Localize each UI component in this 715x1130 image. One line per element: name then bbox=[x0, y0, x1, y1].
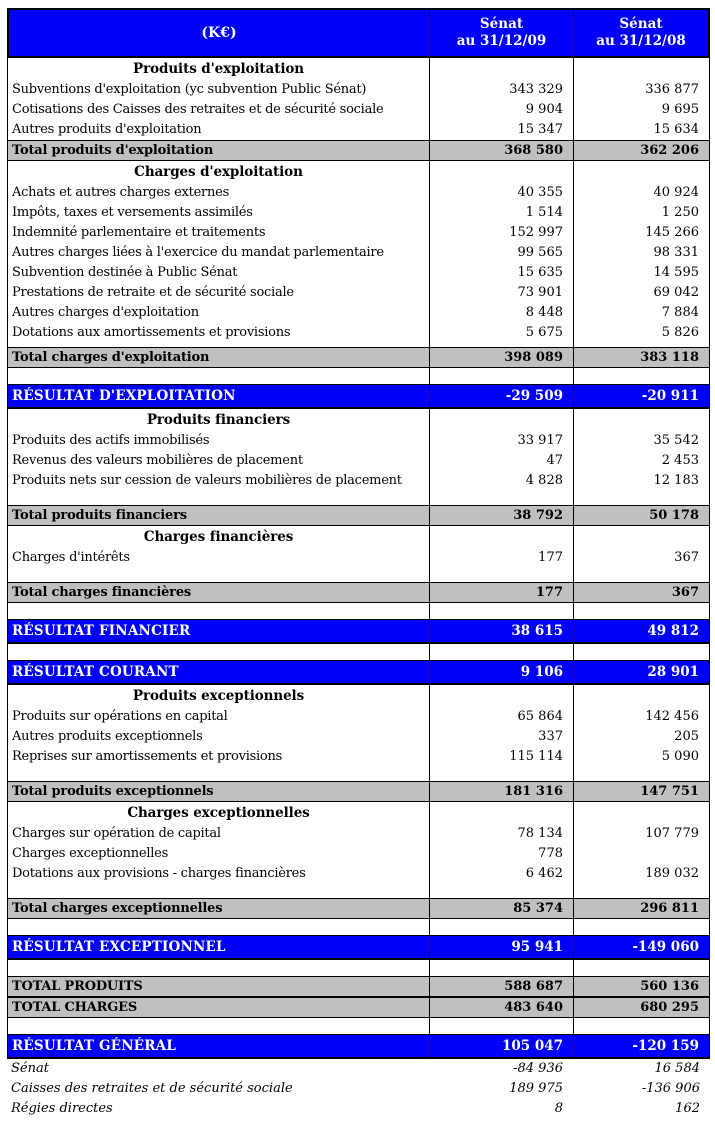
row-label bbox=[7, 491, 429, 505]
value-2008 bbox=[573, 161, 710, 183]
value-2008: 145 266 bbox=[573, 223, 710, 243]
data-row bbox=[7, 80, 710, 100]
value-2009 bbox=[429, 568, 573, 582]
value-2009: 337 bbox=[429, 727, 573, 747]
row-label: Produits financiers bbox=[7, 409, 429, 431]
row-label bbox=[7, 343, 429, 347]
value-2009 bbox=[429, 685, 573, 707]
data-row bbox=[7, 727, 710, 747]
value-2008: 383 118 bbox=[573, 348, 710, 367]
value-2008 bbox=[573, 603, 710, 619]
value-2008 bbox=[573, 409, 710, 431]
value-2008: 7 884 bbox=[573, 303, 710, 323]
value-2009 bbox=[429, 919, 573, 935]
footer-label: Sénat bbox=[11, 1061, 49, 1076]
value-2009: 398 089 bbox=[429, 348, 573, 367]
footer-value-2008: 162 bbox=[675, 1101, 700, 1116]
value-2009: 8 448 bbox=[429, 303, 573, 323]
spacer-row bbox=[7, 368, 710, 384]
value-2008: 189 032 bbox=[573, 864, 710, 884]
value-2009 bbox=[429, 802, 573, 824]
value-2009: 38 792 bbox=[429, 506, 573, 525]
result-row bbox=[7, 935, 710, 960]
value-2008: 69 042 bbox=[573, 283, 710, 303]
value-2009 bbox=[429, 368, 573, 384]
data-row bbox=[7, 451, 710, 471]
row-label: Impôts, taxes et versements assimilés bbox=[7, 203, 429, 223]
spacer-row bbox=[7, 767, 710, 781]
footer-row bbox=[7, 1079, 710, 1099]
value-2009: 105 047 bbox=[429, 1035, 573, 1057]
column-header-2009 bbox=[429, 10, 573, 56]
value-2009 bbox=[429, 526, 573, 548]
row-label: Achats et autres charges externes bbox=[7, 183, 429, 203]
value-2009 bbox=[429, 884, 573, 898]
value-2008: 2 453 bbox=[573, 451, 710, 471]
total-row bbox=[7, 505, 710, 526]
value-2008: 49 812 bbox=[573, 620, 710, 642]
value-2008: 560 136 bbox=[573, 977, 710, 996]
value-2009: 588 687 bbox=[429, 977, 573, 996]
value-2008: 142 456 bbox=[573, 707, 710, 727]
value-2009: 9 106 bbox=[429, 661, 573, 683]
row-label: RÉSULTAT GÉNÉRAL bbox=[7, 1035, 429, 1057]
total-row bbox=[7, 898, 710, 919]
value-2009 bbox=[429, 491, 573, 505]
row-label bbox=[7, 960, 429, 976]
value-2008: 12 183 bbox=[573, 471, 710, 491]
row-label: Subvention destinée à Public Sénat bbox=[7, 263, 429, 283]
footer-row bbox=[7, 1059, 710, 1079]
value-2008 bbox=[573, 767, 710, 781]
value-2008: 5 826 bbox=[573, 323, 710, 343]
data-row bbox=[7, 120, 710, 140]
value-2008 bbox=[573, 844, 710, 864]
total-row bbox=[7, 140, 710, 161]
column-header-unit: (K€) bbox=[7, 10, 429, 56]
value-2009 bbox=[429, 767, 573, 781]
row-label: RÉSULTAT D'EXPLOITATION bbox=[7, 385, 429, 407]
row-label bbox=[7, 884, 429, 898]
value-2009: 40 355 bbox=[429, 183, 573, 203]
data-row bbox=[7, 431, 710, 451]
value-2009: 181 316 bbox=[429, 782, 573, 801]
row-label bbox=[7, 1018, 429, 1034]
result-row bbox=[7, 660, 710, 685]
row-label: Produits d'exploitation bbox=[7, 58, 429, 80]
value-2009: 15 635 bbox=[429, 263, 573, 283]
value-2009: 65 864 bbox=[429, 707, 573, 727]
value-2008 bbox=[573, 919, 710, 935]
column-header-2008-line2: au 31/12/08 bbox=[596, 33, 686, 49]
row-label: Autres produits exceptionnels bbox=[7, 727, 429, 747]
row-label bbox=[7, 568, 429, 582]
value-2008: 367 bbox=[573, 548, 710, 568]
spacer-row bbox=[7, 491, 710, 505]
value-2009 bbox=[429, 343, 573, 347]
value-2009: -29 509 bbox=[429, 385, 573, 407]
value-2008 bbox=[573, 802, 710, 824]
row-label: Indemnité parlementaire et traitements bbox=[7, 223, 429, 243]
value-2009 bbox=[429, 161, 573, 183]
value-2009: 47 bbox=[429, 451, 573, 471]
data-row bbox=[7, 203, 710, 223]
footer-label: Régies directes bbox=[11, 1101, 113, 1116]
row-label: Charges exceptionnelles bbox=[7, 844, 429, 864]
total-row bbox=[7, 582, 710, 603]
row-label: Total charges exceptionnelles bbox=[7, 899, 429, 918]
spacer-row bbox=[7, 960, 710, 976]
section-title-row bbox=[7, 802, 710, 824]
column-header-2008 bbox=[573, 10, 710, 56]
value-2009: 85 374 bbox=[429, 899, 573, 918]
table-footer bbox=[7, 1059, 710, 1119]
row-label: Reprises sur amortissements et provisions bbox=[7, 747, 429, 767]
value-2009: 15 347 bbox=[429, 120, 573, 140]
value-2008 bbox=[573, 568, 710, 582]
row-label: Total produits exceptionnels bbox=[7, 782, 429, 801]
data-row bbox=[7, 223, 710, 243]
data-row bbox=[7, 283, 710, 303]
row-label: Autres charges liées à l'exercice du mandat parlementaire bbox=[7, 243, 429, 263]
value-2008: 367 bbox=[573, 583, 710, 602]
row-label bbox=[7, 767, 429, 781]
row-label: TOTAL PRODUITS bbox=[7, 977, 429, 996]
row-label: Total charges financières bbox=[7, 583, 429, 602]
income-statement-table bbox=[7, 8, 710, 1119]
row-label: RÉSULTAT EXCEPTIONNEL bbox=[7, 936, 429, 958]
value-2009: 78 134 bbox=[429, 824, 573, 844]
value-2009: 343 329 bbox=[429, 80, 573, 100]
total-row bbox=[7, 976, 710, 997]
value-2008: 1 250 bbox=[573, 203, 710, 223]
data-row bbox=[7, 100, 710, 120]
row-label: Produits exceptionnels bbox=[7, 685, 429, 707]
value-2008: 35 542 bbox=[573, 431, 710, 451]
value-2008 bbox=[573, 1018, 710, 1034]
value-2009 bbox=[429, 960, 573, 976]
footer-label: Caisses des retraites et de sécurité sociale bbox=[11, 1081, 293, 1096]
row-label: Cotisations des Caisses des retraites et de sécurité sociale bbox=[7, 100, 429, 120]
value-2009: 4 828 bbox=[429, 471, 573, 491]
result-row bbox=[7, 384, 710, 409]
value-2009 bbox=[429, 58, 573, 80]
data-row bbox=[7, 323, 710, 343]
value-2008 bbox=[573, 884, 710, 898]
value-2009: 177 bbox=[429, 548, 573, 568]
value-2008: 50 178 bbox=[573, 506, 710, 525]
value-2008 bbox=[573, 960, 710, 976]
row-label: RÉSULTAT FINANCIER bbox=[7, 620, 429, 642]
column-header-2009-line2: au 31/12/09 bbox=[456, 33, 547, 49]
value-2009: 778 bbox=[429, 844, 573, 864]
total-row bbox=[7, 781, 710, 802]
row-label: Produits des actifs immobilisés bbox=[7, 431, 429, 451]
footer-value-2008: 16 584 bbox=[654, 1061, 700, 1076]
spacer-row bbox=[7, 884, 710, 898]
value-2008: 40 924 bbox=[573, 183, 710, 203]
value-2009: 115 114 bbox=[429, 747, 573, 767]
row-label: Autres charges d'exploitation bbox=[7, 303, 429, 323]
data-row bbox=[7, 263, 710, 283]
value-2008: 9 695 bbox=[573, 100, 710, 120]
row-label: Produits nets sur cession de valeurs mobilières de placement bbox=[7, 471, 429, 491]
footer-row bbox=[7, 1099, 710, 1119]
value-2008: 296 811 bbox=[573, 899, 710, 918]
value-2008 bbox=[573, 343, 710, 347]
row-label: Charges financières bbox=[7, 526, 429, 548]
value-2008: 205 bbox=[573, 727, 710, 747]
value-2008 bbox=[573, 491, 710, 505]
value-2008: 14 595 bbox=[573, 263, 710, 283]
footer-value-2008: -136 906 bbox=[641, 1081, 700, 1096]
data-row bbox=[7, 864, 710, 884]
footer-value-2009: 8 bbox=[554, 1101, 563, 1116]
column-header-2008-line1: Sénat bbox=[619, 16, 663, 32]
value-2009 bbox=[429, 603, 573, 619]
value-2009 bbox=[429, 409, 573, 431]
data-row bbox=[7, 243, 710, 263]
value-2009: 73 901 bbox=[429, 283, 573, 303]
row-label: Charges sur opération de capital bbox=[7, 824, 429, 844]
value-2008: 98 331 bbox=[573, 243, 710, 263]
spacer-row bbox=[7, 644, 710, 660]
data-row bbox=[7, 303, 710, 323]
section-title-row bbox=[7, 409, 710, 431]
value-2009: 5 675 bbox=[429, 323, 573, 343]
data-row bbox=[7, 183, 710, 203]
value-2009: 9 904 bbox=[429, 100, 573, 120]
value-2008: 680 295 bbox=[573, 998, 710, 1017]
value-2008: 28 901 bbox=[573, 661, 710, 683]
row-label bbox=[7, 644, 429, 660]
value-2008 bbox=[573, 58, 710, 80]
value-2008: -120 159 bbox=[573, 1035, 710, 1057]
row-label bbox=[7, 919, 429, 935]
spacer-row bbox=[7, 343, 710, 347]
value-2008 bbox=[573, 644, 710, 660]
spacer-row bbox=[7, 1018, 710, 1034]
row-label: TOTAL CHARGES bbox=[7, 998, 429, 1017]
value-2008: 107 779 bbox=[573, 824, 710, 844]
row-label: Total produits financiers bbox=[7, 506, 429, 525]
row-label: RÉSULTAT COURANT bbox=[7, 661, 429, 683]
spacer-row bbox=[7, 568, 710, 582]
spacer-row bbox=[7, 603, 710, 619]
value-2009: 99 565 bbox=[429, 243, 573, 263]
value-2008: 15 634 bbox=[573, 120, 710, 140]
row-label: Revenus des valeurs mobilières de placement bbox=[7, 451, 429, 471]
value-2008: -20 911 bbox=[573, 385, 710, 407]
row-label: Charges d'exploitation bbox=[7, 161, 429, 183]
table-body bbox=[7, 58, 710, 1059]
row-label: Dotations aux amortissements et provisions bbox=[7, 323, 429, 343]
value-2008: -149 060 bbox=[573, 936, 710, 958]
data-row bbox=[7, 471, 710, 491]
row-label: Subventions d'exploitation (yc subvention Public Sénat) bbox=[7, 80, 429, 100]
result-row bbox=[7, 1034, 710, 1059]
value-2009: 38 615 bbox=[429, 620, 573, 642]
section-title-row bbox=[7, 58, 710, 80]
value-2009: 483 640 bbox=[429, 998, 573, 1017]
row-label: Total produits d'exploitation bbox=[7, 141, 429, 160]
value-2008 bbox=[573, 685, 710, 707]
value-2009: 368 580 bbox=[429, 141, 573, 160]
section-title-row bbox=[7, 685, 710, 707]
value-2009: 1 514 bbox=[429, 203, 573, 223]
value-2009 bbox=[429, 644, 573, 660]
value-2008: 336 877 bbox=[573, 80, 710, 100]
data-row bbox=[7, 707, 710, 727]
value-2008 bbox=[573, 368, 710, 384]
value-2009: 6 462 bbox=[429, 864, 573, 884]
value-2008: 5 090 bbox=[573, 747, 710, 767]
result-row bbox=[7, 619, 710, 644]
data-row bbox=[7, 548, 710, 568]
footer-value-2009: 189 975 bbox=[509, 1081, 563, 1096]
column-header-2009-line1: Sénat bbox=[479, 16, 524, 32]
value-2009: 177 bbox=[429, 583, 573, 602]
row-label: Autres produits d'exploitation bbox=[7, 120, 429, 140]
value-2009: 33 917 bbox=[429, 431, 573, 451]
table-header-row bbox=[7, 8, 710, 58]
value-2008: 362 206 bbox=[573, 141, 710, 160]
value-2009 bbox=[429, 1018, 573, 1034]
row-label: Dotations aux provisions - charges financières bbox=[7, 864, 429, 884]
row-label: Produits sur opérations en capital bbox=[7, 707, 429, 727]
data-row bbox=[7, 844, 710, 864]
total-row bbox=[7, 997, 710, 1018]
row-label: Charges exceptionnelles bbox=[7, 802, 429, 824]
value-2009: 152 997 bbox=[429, 223, 573, 243]
row-label: Prestations de retraite et de sécurité sociale bbox=[7, 283, 429, 303]
spacer-row bbox=[7, 919, 710, 935]
footer-value-2009: -84 936 bbox=[513, 1061, 563, 1076]
value-2009: 95 941 bbox=[429, 936, 573, 958]
value-2008 bbox=[573, 526, 710, 548]
row-label bbox=[7, 603, 429, 619]
total-row bbox=[7, 347, 710, 368]
row-label: Charges d'intérêts bbox=[7, 548, 429, 568]
data-row bbox=[7, 824, 710, 844]
value-2008: 147 751 bbox=[573, 782, 710, 801]
row-label bbox=[7, 368, 429, 384]
row-label: Total charges d'exploitation bbox=[7, 348, 429, 367]
data-row bbox=[7, 747, 710, 767]
section-title-row bbox=[7, 526, 710, 548]
section-title-row bbox=[7, 161, 710, 183]
